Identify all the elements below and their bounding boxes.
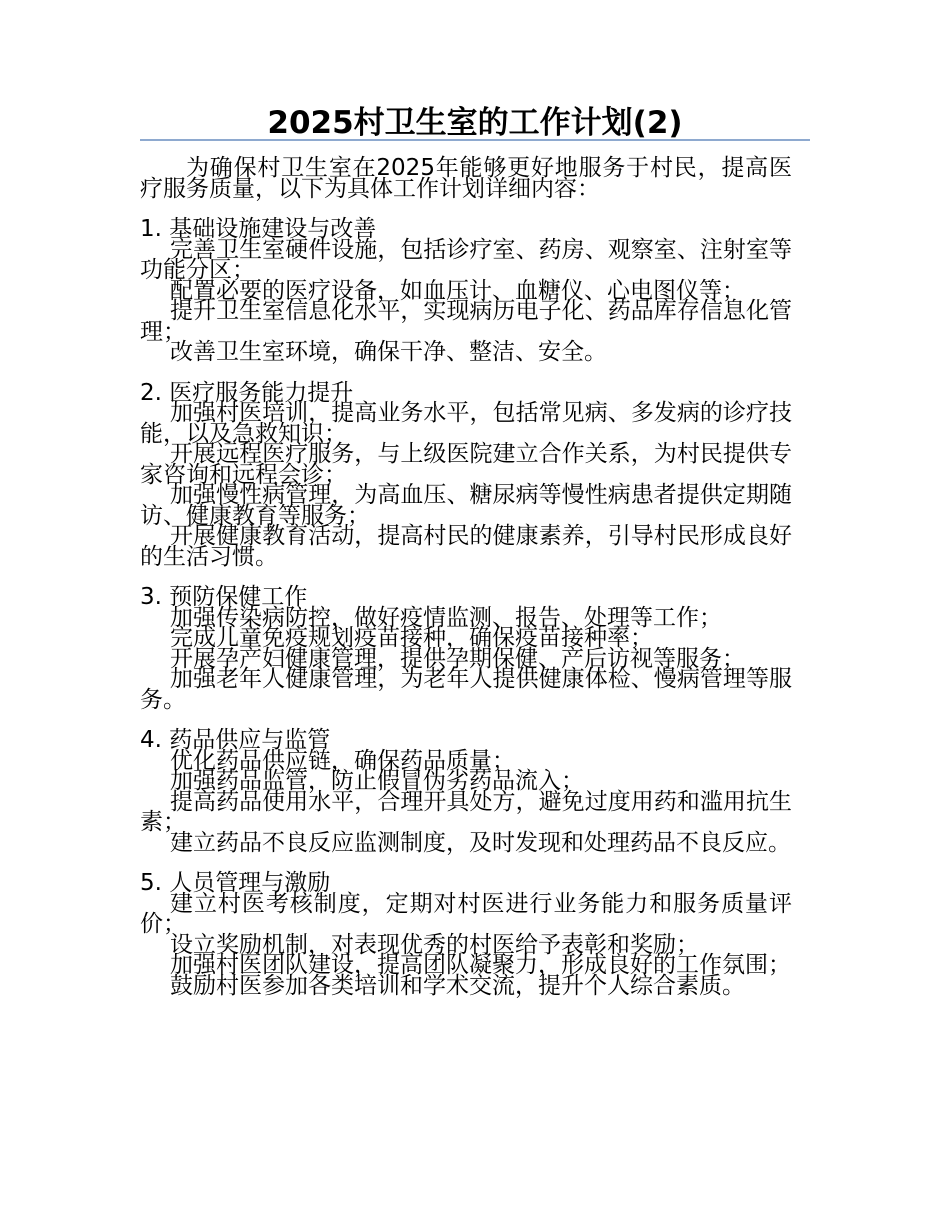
section-heading: 3. 预防保健工作 — [140, 584, 308, 610]
list-item: 完成儿童免疫规划疫苗接种，确保疫苗接种率； — [170, 625, 653, 651]
list-item: 完善卫生室硬件设施，包括诊疗室、药房、观察室、注射室等功能分区； — [140, 236, 792, 283]
list-item: 加强村医培训，提高业务水平，包括常见病、多发病的诊疗技能，以及急救知识； — [140, 400, 792, 447]
list-item: 加强药品监管，防止假冒伪劣药品流入； — [170, 768, 584, 794]
list-item: 提升卫生室信息化水平，实现病历电子化、药品库存信息化管理； — [140, 298, 792, 345]
list-item: 建立药品不良反应监测制度，及时发现和处理药品不良反应。 — [170, 829, 791, 856]
list-item: 加强老年人健康管理，为老年人提供健康体检、慢病管理等服务。 — [140, 666, 792, 713]
section-heading: 4. 药品供应与监管 — [140, 727, 331, 753]
list-item: 优化药品供应链，确保药品质量； — [170, 747, 515, 774]
intro-paragraph: 为确保村卫生室在2025年能够更好地服务于村民，提高医疗服务质量，以下为具体工作计划详细内容： — [140, 155, 792, 202]
section-prevention — [140, 584, 792, 713]
list-item: 开展远程医疗服务，与上级医院建立合作关系，为村民提供专家咨询和远程会诊； — [140, 441, 792, 488]
section-drug-supply — [140, 727, 792, 856]
section-staff-management — [140, 870, 792, 999]
section-medical-service — [140, 379, 792, 570]
list-item: 加强慢性病管理，为高血压、糖尿病等慢性病患者提供定期随访、健康教育等服务； — [140, 482, 792, 529]
section-infrastructure — [140, 216, 792, 365]
section-heading: 5. 人员管理与激励 — [140, 870, 331, 896]
section-heading: 1. 基础设施建设与改善 — [140, 216, 377, 242]
section-heading: 2. 医疗服务能力提升 — [140, 379, 354, 406]
list-item: 配置必要的医疗设备，如血压计、血糖仪、心电图仪等； — [170, 277, 745, 304]
list-item: 加强村医团队建设，提高团队凝聚力，形成良好的工作氛围； — [170, 952, 791, 978]
list-item: 设立奖励机制，对表现优秀的村医给予表彰和奖励； — [170, 931, 699, 958]
document-body — [140, 155, 792, 999]
list-item: 鼓励村医参加各类培训和学术交流，提升个人综合素质。 — [170, 972, 745, 999]
list-item: 开展健康教育活动，提高村民的健康素养，引导村民形成良好的生活习惯。 — [140, 523, 792, 570]
list-item: 建立村医考核制度，定期对村医进行业务能力和服务质量评价； — [140, 890, 792, 937]
list-item: 开展孕产妇健康管理，提供孕期保健、产后访视等服务； — [170, 645, 745, 672]
title-underline — [140, 139, 810, 141]
document-title: 2025村卫生室的工作计划(2) — [267, 105, 683, 141]
list-item: 改善卫生室环境，确保干净、整洁、安全。 — [170, 339, 607, 365]
list-item: 提高药品使用水平，合理开具处方，避免过度用药和滥用抗生素； — [140, 788, 792, 835]
list-item: 加强传染病防控，做好疫情监测、报告、处理等工作； — [170, 604, 722, 631]
